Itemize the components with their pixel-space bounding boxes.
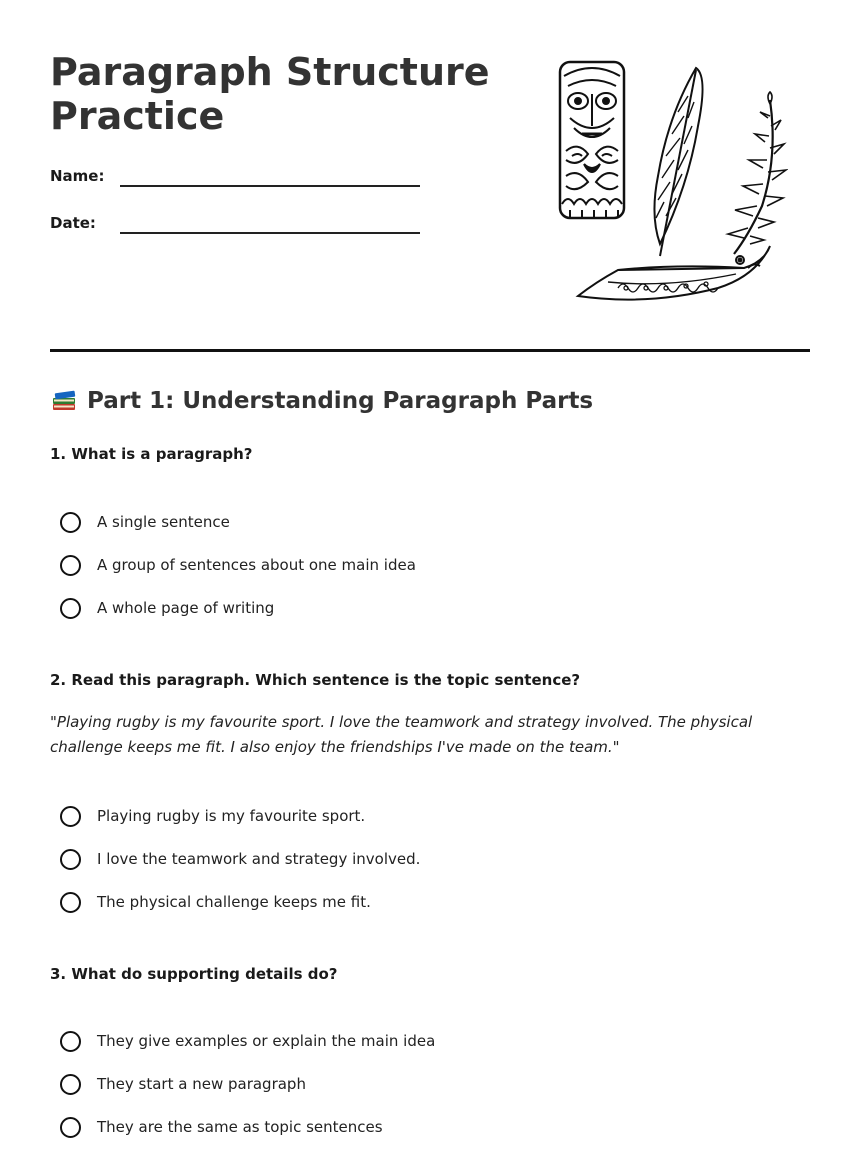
radio-button[interactable]: [60, 1117, 81, 1138]
part1-heading: [50, 388, 593, 414]
q2-option-b[interactable]: [60, 846, 420, 872]
books-icon: [50, 388, 78, 414]
radio-button[interactable]: [60, 849, 81, 870]
q3-option-b[interactable]: [60, 1071, 306, 1097]
q3-option-a[interactable]: [60, 1028, 435, 1054]
q3-option-c[interactable]: [60, 1114, 383, 1140]
sample-paragraph-quote: "Playing rugby is my favourite sport. I love the teamwork and strategy involved. The physical challenge keeps me fit. I also enjoy the friendships I've made on the team.": [50, 713, 753, 756]
q2-option-c[interactable]: [60, 889, 371, 915]
fern-frond-icon: [728, 92, 786, 254]
q1-option-a[interactable]: [60, 509, 230, 535]
radio-button[interactable]: [60, 598, 81, 619]
radio-button[interactable]: [60, 555, 81, 576]
question-3: 3. What do supporting details do?: [50, 965, 338, 983]
tiki-carving-icon: [560, 62, 624, 218]
maori-art-illustration: [548, 56, 788, 312]
option-label: They are the same as topic sentences: [97, 1118, 383, 1136]
option-label: A single sentence: [97, 513, 230, 531]
q1-option-c[interactable]: [60, 595, 274, 621]
feather-icon: [654, 68, 702, 256]
q2-option-a[interactable]: [60, 803, 365, 829]
option-label: A group of sentences about one main idea: [97, 556, 416, 574]
radio-button[interactable]: [60, 1074, 81, 1095]
question-1: 1. What is a paragraph?: [50, 445, 253, 463]
date-field[interactable]: [50, 212, 430, 236]
header-divider: [50, 349, 810, 352]
option-label: Playing rugby is my favourite sport.: [97, 807, 366, 825]
date-label: Date:: [50, 214, 96, 232]
radio-button[interactable]: [60, 806, 81, 827]
option-label: The physical challenge keeps me fit.: [97, 893, 371, 911]
date-write-line[interactable]: [120, 232, 420, 234]
waka-canoe-icon: [578, 246, 770, 300]
option-label: A whole page of writing: [97, 599, 275, 617]
name-label: Name:: [50, 167, 105, 185]
q1-option-b[interactable]: [60, 552, 416, 578]
question-2: 2. Read this paragraph. Which sentence is the topic sentence?: [50, 671, 581, 689]
radio-button[interactable]: [60, 1031, 81, 1052]
option-label: They give examples or explain the main idea: [97, 1032, 436, 1050]
name-field[interactable]: [50, 165, 430, 189]
radio-button[interactable]: [60, 892, 81, 913]
option-label: I love the teamwork and strategy involved.: [97, 850, 421, 868]
radio-button[interactable]: [60, 512, 81, 533]
name-write-line[interactable]: [120, 185, 420, 187]
option-label: They start a new paragraph: [97, 1075, 306, 1093]
part1-heading-text: Part 1: Understanding Paragraph Parts: [87, 388, 594, 414]
worksheet-title: Paragraph Structure Practice: [50, 50, 490, 138]
